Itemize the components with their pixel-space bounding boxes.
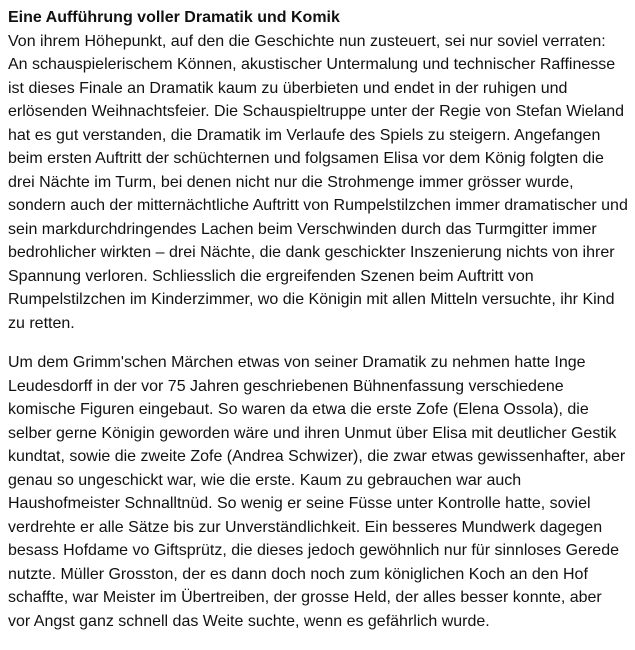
article-paragraph-1: Von ihrem Höhepunkt, auf den die Geschichte nun zusteuert, sei nur soviel verraten: An schauspielerischem Können, akustischer Untermalung und technischer Raffinesse ist dieses Finale an Dramatik kaum zu überbieten und endet in der ruhigen und erlösenden Weihnachtsfeier. Die Schauspieltruppe unter der Regie von Stefan Wieland hat es gut verstanden, die Dramatik im Verlaufe des Spiels zu steigern. Angefangen beim ersten Auftritt der schüchternen und folgsamen Elisa vor dem König folgten die drei Nächte im Turm, bei denen nicht nur die Strohmenge immer grösser wurde, sondern auch der mitternächtliche Auftritt von Rumpelstilzchen immer dramatischer und sein markdurchdringendes Lachen beim Verschwinden durch das Turmgitter immer bedrohlicher wirkten – drei Nächte, die dank geschickter Inszenierung nichts von ihrer Spannung verloren. Schliesslich die ergreifenden Szenen beim Auftritt von Rumpelstilzchen im Kinderzimmer, wo die Königin mit allen Mitteln versuchte, ihr Kind zu retten. xyxy=(8,32,628,332)
article-paragraph-2: Um dem Grimm'schen Märchen etwas von seiner Dramatik zu nehmen hatte Inge Leudesdorff in der vor 75 Jahren geschriebenen Bühnenfassung verschiedene komische Figuren eingebaut. So waren da etwa die erste Zofe (Elena Ossola), die selber gerne Königin geworden wäre und ihren Unmut über Elisa mit deutlicher Gestik kundtat, sowie die zweite Zofe (Andrea Schwizer), die zwar etwas gewissenhafter, aber genau so ungeschickt war, wie die erste. Kaum zu gebrauchen war auch Haushofmeister Schnalltnüd. So wenig er seine Füsse unter Kontrolle hatte, soviel verdrehte er alle Sätze bis zur Unverständlichkeit. Ein besseres Mundwerk dagegen besass Hofdame vo Giftsprütz, die dieses jedoch gewöhnlich nur für sinnloses Gerede nutzte. Müller Grosston, der es dann doch noch zum königlichen Koch an den Hof schaffte, war Meister im Übertreiben, der grosse Held, der alles besser konnte, aber vor Angst ganz schnell das Weite suchte, wenn es gefährlich wurde. xyxy=(8,354,626,630)
article-heading: Eine Aufführung voller Dramatik und Komik xyxy=(8,9,340,26)
article xyxy=(8,6,628,633)
